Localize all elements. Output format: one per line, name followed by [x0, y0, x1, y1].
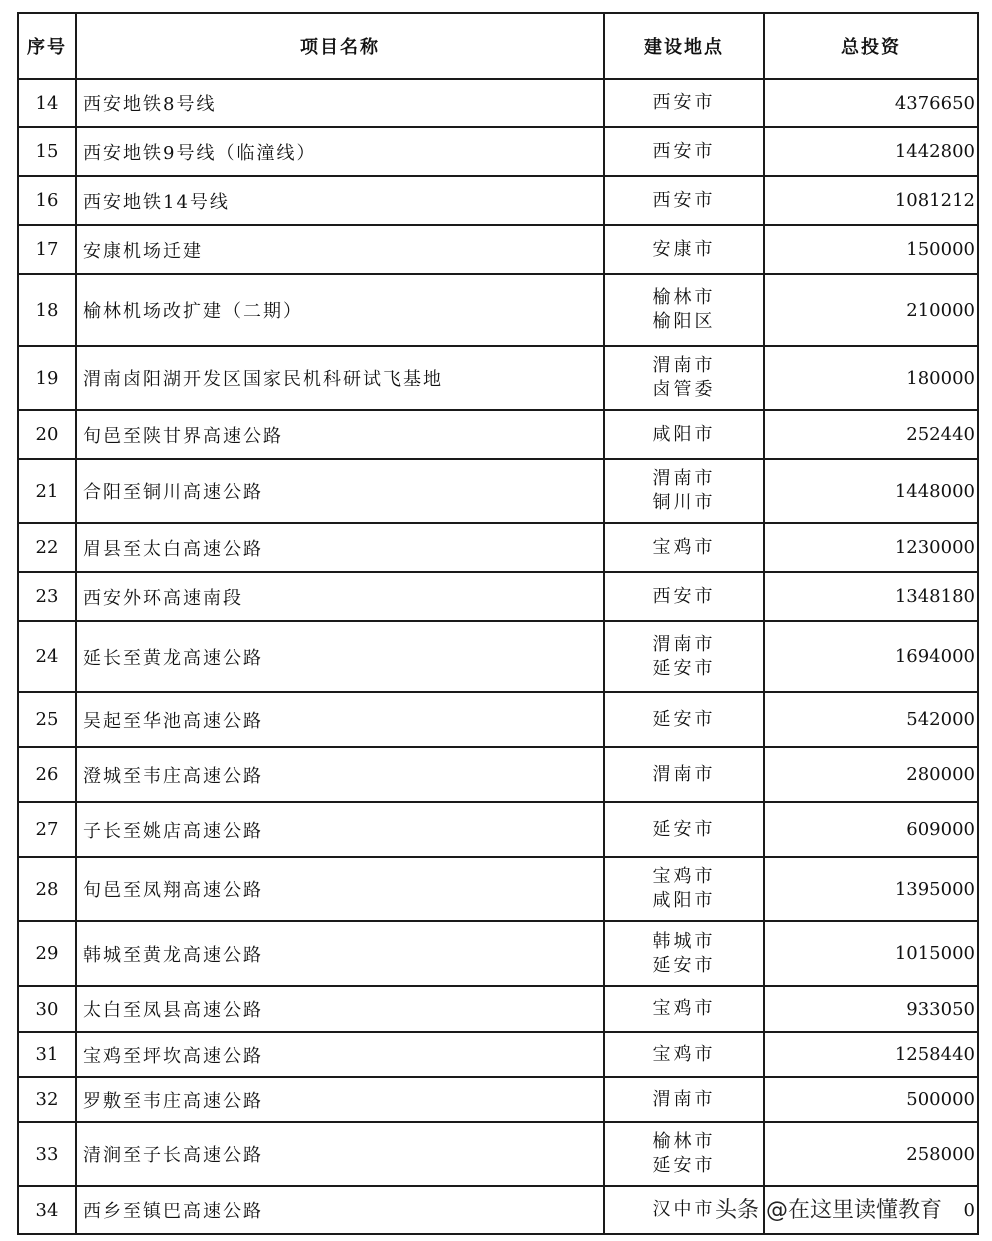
location [604, 1077, 764, 1122]
location [604, 459, 764, 523]
total-investment: 4376650 [764, 79, 978, 127]
total-investment: 500000 [764, 1077, 978, 1122]
table-body [18, 79, 978, 1234]
table-row [18, 572, 978, 621]
table-row [18, 346, 978, 410]
row-number: 20 [18, 410, 76, 459]
location-line: 渭南市 [652, 1088, 716, 1110]
row-number: 15 [18, 127, 76, 176]
header-investment: 总投资 [764, 13, 978, 79]
total-investment: 252440 [764, 410, 978, 459]
table-row [18, 802, 978, 857]
location-line: 延安市 [652, 1155, 716, 1176]
header-row [18, 13, 978, 79]
location-line: 咸阳市 [652, 423, 716, 445]
location-line: 宝鸡市 [652, 866, 716, 887]
table-row [18, 225, 978, 274]
location [604, 127, 764, 176]
location-line: 渭南市 [652, 468, 716, 489]
header-location: 建设地点 [604, 13, 764, 79]
location-line: 西安市 [652, 92, 716, 113]
table-row [18, 747, 978, 802]
header-no: 序号 [18, 13, 76, 79]
project-name: 太白至凤县高速公路 [76, 986, 604, 1032]
table-row [18, 1077, 978, 1122]
location-line: 延安市 [652, 657, 716, 679]
location [604, 523, 764, 572]
location-line: 西安市 [652, 140, 716, 162]
location-line: 榆阳区 [652, 311, 716, 332]
total-investment: 1258440 [764, 1032, 978, 1077]
header-name: 项目名称 [76, 13, 604, 79]
project-name: 合阳至铜川高速公路 [76, 459, 604, 523]
location [604, 410, 764, 459]
row-number: 32 [18, 1077, 76, 1122]
project-name: 澄城至韦庄高速公路 [76, 747, 604, 802]
location [604, 274, 764, 346]
location-line: 西安市 [652, 189, 716, 211]
total-investment: 1442800 [764, 127, 978, 176]
total-investment: 542000 [764, 692, 978, 747]
project-name: 宝鸡至坪坎高速公路 [76, 1032, 604, 1077]
table-row [18, 274, 978, 346]
location [604, 747, 764, 802]
location-line: 渭南市 [652, 633, 716, 655]
row-number: 21 [18, 459, 76, 523]
location-line: 延安市 [652, 954, 716, 976]
location-line: 渭南市 [652, 763, 716, 785]
row-number: 27 [18, 802, 76, 857]
total-investment: 258000 [764, 1122, 978, 1186]
location-line: 西安市 [652, 585, 716, 607]
project-name: 榆林机场改扩建（二期） [76, 274, 604, 346]
location [604, 802, 764, 857]
watermark: 头条 @在这里读懂教育 [715, 1198, 942, 1223]
table-row [18, 621, 978, 692]
location-line: 安康市 [652, 238, 716, 260]
location [604, 79, 764, 127]
row-number: 25 [18, 692, 76, 747]
location [604, 572, 764, 621]
location-line: 咸阳市 [652, 890, 716, 911]
location [604, 692, 764, 747]
project-name: 西安地铁9号线（临潼线） [76, 127, 604, 176]
table-row [18, 857, 978, 921]
total-investment: 280000 [764, 747, 978, 802]
table-row [18, 921, 978, 986]
location-line: 延安市 [652, 708, 716, 730]
total-investment: 1230000 [764, 523, 978, 572]
total-investment: 1448000 [764, 459, 978, 523]
table-row [18, 692, 978, 747]
location-line: 韩城市 [652, 930, 716, 952]
location [604, 921, 764, 986]
project-name: 韩城至黄龙高速公路 [76, 921, 604, 986]
location-line: 铜川市 [652, 492, 716, 513]
location [604, 1122, 764, 1186]
row-number: 31 [18, 1032, 76, 1077]
total-investment: 1348180 [764, 572, 978, 621]
table-row [18, 1122, 978, 1186]
total-investment: 609000 [764, 802, 978, 857]
table-row [18, 410, 978, 459]
total-investment: 1081212 [764, 176, 978, 225]
location-line: 榆林市 [652, 1131, 716, 1152]
location-line: 汉中市 [652, 1199, 716, 1220]
project-name: 眉县至太白高速公路 [76, 523, 604, 572]
table-row [18, 459, 978, 523]
total-investment: 180000 [764, 346, 978, 410]
row-number: 22 [18, 523, 76, 572]
project-name: 西乡至镇巴高速公路 [76, 1186, 604, 1234]
total-investment: 1694000 [764, 621, 978, 692]
total-investment: 210000 [764, 274, 978, 346]
project-name: 旬邑至陕甘界高速公路 [76, 410, 604, 459]
location-line: 宝鸡市 [652, 998, 716, 1019]
row-number: 29 [18, 921, 76, 986]
project-name: 清涧至子长高速公路 [76, 1122, 604, 1186]
row-number: 14 [18, 79, 76, 127]
table-row [18, 127, 978, 176]
location-line: 宝鸡市 [652, 1043, 716, 1065]
location-line: 渭南市 [652, 355, 716, 376]
row-number: 19 [18, 346, 76, 410]
row-number: 26 [18, 747, 76, 802]
table-row [18, 176, 978, 225]
project-name: 罗敷至韦庄高速公路 [76, 1077, 604, 1122]
project-name: 西安外环高速南段 [76, 572, 604, 621]
row-number: 33 [18, 1122, 76, 1186]
row-number: 23 [18, 572, 76, 621]
row-number: 34 [18, 1186, 76, 1234]
location [604, 346, 764, 410]
row-number: 17 [18, 225, 76, 274]
location [604, 176, 764, 225]
project-name: 西安地铁14号线 [76, 176, 604, 225]
location-line: 榆林市 [652, 287, 716, 308]
location [604, 621, 764, 692]
row-number: 28 [18, 857, 76, 921]
total-investment: 1395000 [764, 857, 978, 921]
location [604, 225, 764, 274]
project-name: 安康机场迁建 [76, 225, 604, 274]
project-name: 吴起至华池高速公路 [76, 692, 604, 747]
location-line: 延安市 [652, 818, 716, 840]
row-number: 30 [18, 986, 76, 1032]
project-name: 旬邑至凤翔高速公路 [76, 857, 604, 921]
location-line: 卤管委 [652, 379, 716, 400]
project-name: 西安地铁8号线 [76, 79, 604, 127]
table-row [18, 523, 978, 572]
row-number: 16 [18, 176, 76, 225]
project-name: 子长至姚店高速公路 [76, 802, 604, 857]
project-name: 延长至黄龙高速公路 [76, 621, 604, 692]
location [604, 857, 764, 921]
total-investment: 1015000 [764, 921, 978, 986]
total-investment: 933050 [764, 986, 978, 1032]
total-investment: 0 [764, 1186, 978, 1234]
table-row [18, 1032, 978, 1077]
row-number: 24 [18, 621, 76, 692]
investment-table [17, 12, 979, 1235]
table-row [18, 79, 978, 127]
total-investment: 150000 [764, 225, 978, 274]
row-number: 18 [18, 274, 76, 346]
project-name: 渭南卤阳湖开发区国家民机科研试飞基地 [76, 346, 604, 410]
table-row [18, 986, 978, 1032]
location [604, 986, 764, 1032]
location [604, 1032, 764, 1077]
location-line: 宝鸡市 [652, 536, 716, 558]
